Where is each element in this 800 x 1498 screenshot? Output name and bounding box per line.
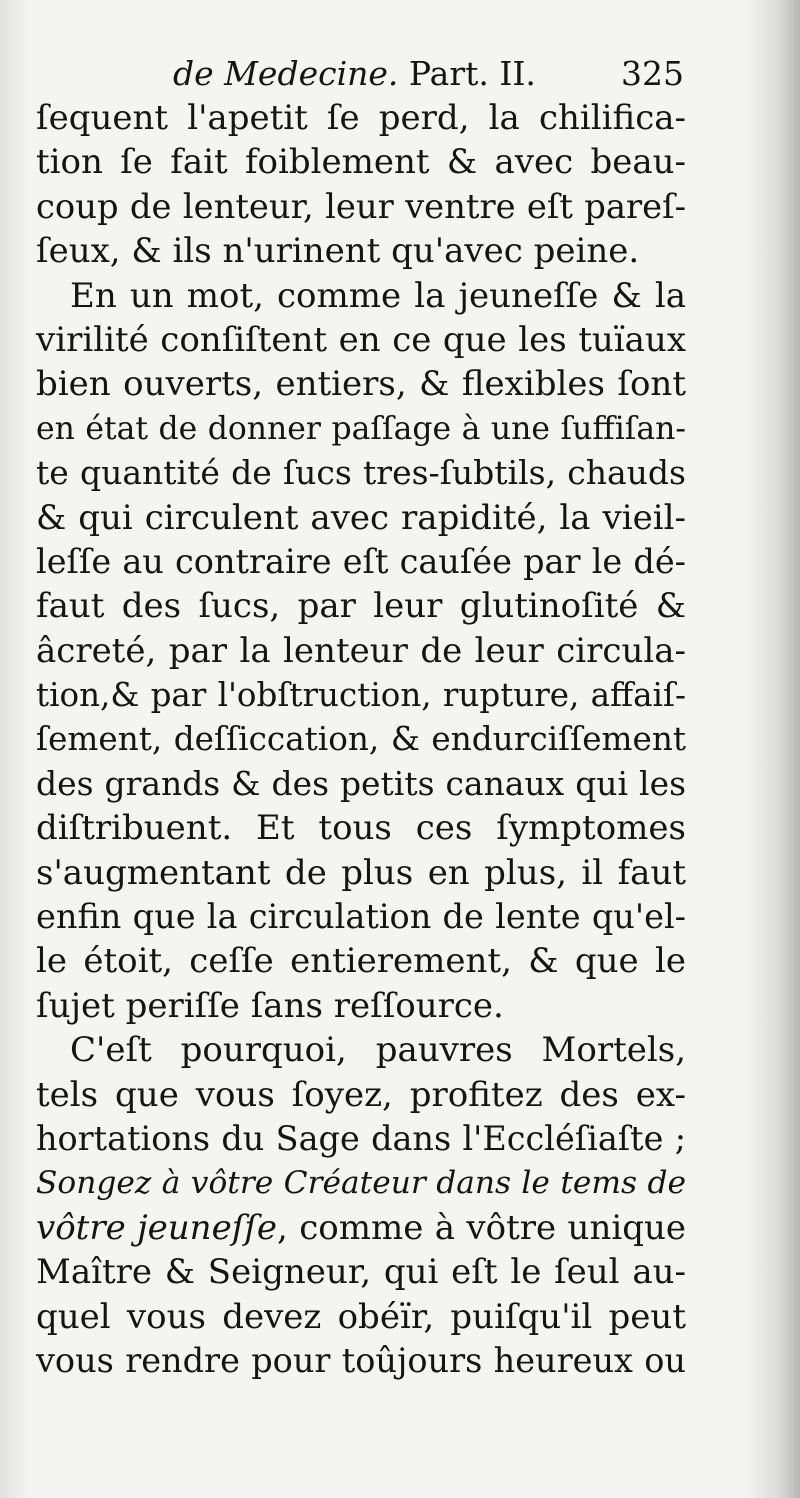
running-title [173,52,536,96]
text-line: le étoit, ceſſe entierement, & que le [36,941,686,982]
text-line: leſſe au contraire eſt cauſée par le dé- [36,541,686,581]
text-line: virilité conſiſtent en ce que les tuïaux [36,319,686,360]
text-line: ſement, deſſiccation, & endurciſſement [36,720,686,759]
text-line: Maître & Seigneur, qui eſt le ſeul au- [36,1252,686,1293]
text-line: tels que vous ſoyez, profitez des ex- [36,1074,686,1115]
running-title-italic: de Medecine. [173,54,399,93]
text-line: vous rendre pour toûjours heureux ou [36,1340,686,1380]
text-segment: , comme à vôtre unique [277,1207,687,1248]
text-line: ſeux, & ils n'urinent qu'avec peine. [36,231,640,272]
text-line: âcreté, par la lenteur de leur circula- [36,630,686,671]
text-line: coup de lenteur, leur ventre eſt pareſ- [36,186,686,226]
text-line: bien ouverts, entiers, & flexibles ſont [36,364,686,405]
text-line: faut des ſucs, par leur glutinoſité & [36,586,686,627]
page-edge-shadow [745,0,800,1498]
text-line: diſtribuent. Et tous ces ſymptomes [36,808,686,849]
running-title-part: Part. II. [398,54,536,93]
mixed-line [36,1206,686,1250]
text-line: & qui circulent avec rapidité, la vieil- [36,497,686,538]
text-line: en état de donner paſſage à une ſuffiſan- [36,410,686,447]
quotation-segment: vôtre jeuneſſe [36,1207,277,1248]
text-line: ſequent l'apetit ſe perd, la chilifica- [36,98,686,138]
text-line: enfin que la circulation de lente qu'el- [36,897,686,937]
paragraph-first-line: C'eſt pourquoi, pauvres Mortels, [70,1030,686,1071]
paragraph-first-line: En un mot, comme la jeuneſſe & la [70,275,686,316]
text-line: ſujet periſſe ſans reſſource. [36,985,504,1026]
text-line: tion,& par l'obſtruction, rupture, affaiſ- [36,676,686,715]
running-head [36,52,686,96]
text-line: tion ſe fait foiblement & avec beau- [36,142,686,183]
page-text-block [36,52,686,1383]
page-gutter-shadow [0,0,30,1498]
text-line: quel vous devez obéïr, puiſqu'il peut [36,1296,686,1337]
text-line: te quantité de ſucs tres-ſubtils, chauds [36,453,686,493]
text-line: hortations du Sage dans l'Eccléſiaſte ; [36,1118,686,1158]
page-number: 325 [621,54,684,93]
quotation-line: Songez à vôtre Créateur dans le tems de [36,1165,686,1202]
text-line: des grands & des petits canaux qui les [36,763,686,803]
text-line: s'augmentant de plus en plus, il faut [36,852,686,893]
